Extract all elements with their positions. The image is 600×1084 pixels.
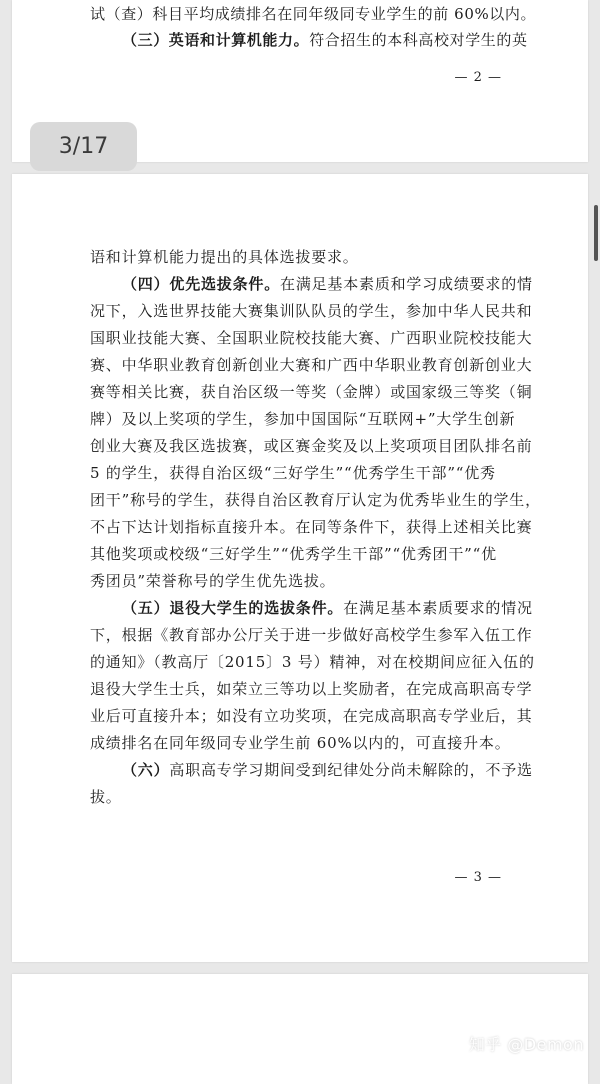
text-line: 下，根据《教育部办公厅关于进一步做好高校学生参军入伍工作 — [90, 626, 533, 644]
text-line: 牌）及以上奖项的学生，参加中国国际“互联网+”大学生创新 — [90, 410, 516, 428]
text-line: 退役大学生士兵，如荣立三等功以上奖励者，在完成高职高专学 — [90, 680, 533, 698]
paragraph-discipline — [90, 757, 533, 811]
text-line: 的通知》（教高厅〔2015〕3 号）精神，对在校期间应征入伍的 — [90, 653, 535, 671]
text-line: 其他奖项或校级“三好学生”“优秀学生干部”“优秀团干”“优 — [90, 545, 497, 563]
text-line: 秀团员”荣誉称号的学生优先选拔。 — [90, 572, 336, 590]
prev-page-line-1: 试（查）科目平均成绩排名在同年级同专业学生的前 60%以内。 — [90, 5, 537, 23]
paragraph-heading: （五）退役大学生的选拔条件。 — [122, 599, 344, 617]
page-number: — 3 — — [454, 870, 502, 885]
text-line: 拔。 — [90, 788, 122, 806]
prev-page-body: 符合招生的本科高校对学生的英 — [309, 31, 528, 49]
text-line: 团干”称号的学生，获得自治区教育厅认定为优秀毕业生的学生， — [90, 491, 541, 509]
text-line: 赛等相关比赛，获自治区级一等奖（金牌）或国家级三等奖（铜 — [90, 383, 533, 401]
current-page — [12, 174, 588, 962]
paragraph-priority-selection — [90, 271, 541, 595]
page-indicator: 3/17 — [30, 122, 137, 171]
text-line: 5 的学生，获得自治区级“三好学生”“优秀学生干部”“优秀 — [90, 464, 496, 482]
text-line: 创业大赛及我区选拔赛，或区赛金奖及以上奖项项目团队排名前 — [90, 437, 533, 455]
text-line: 不占下达计划指标直接升本。在同等条件下，获得上述相关比赛 — [90, 518, 533, 536]
prev-page-heading: （三）英语和计算机能力。 — [122, 31, 310, 49]
text-line: 况下，入选世界技能大赛集训队队员的学生，参加中华人民共和 — [90, 302, 533, 320]
watermark: 知乎 @Demon — [468, 1035, 584, 1054]
text-line: 语和计算机能力提出的具体选拔要求。 — [90, 248, 359, 266]
prev-page-line-2 — [122, 30, 528, 50]
paragraph-heading: （六） — [122, 761, 170, 779]
text-line: 成绩排名在同年级同专业学生前 60%以内的，可直接升本。 — [90, 734, 511, 752]
text-line: （五）退役大学生的选拔条件。在满足基本素质要求的情况 — [122, 599, 533, 617]
text-line: 赛、中华职业教育创新创业大赛和广西中华职业教育创新创业大 — [90, 356, 533, 374]
next-page — [12, 974, 588, 1084]
scrollbar-thumb[interactable] — [594, 205, 598, 261]
text-line: 国职业技能大赛、全国职业院校技能大赛、广西职业院校技能大 — [90, 329, 533, 347]
text-line: （四）优先选拔条件。在满足基本素质和学习成绩要求的情 — [122, 275, 533, 293]
paragraph-heading: （四）优先选拔条件。 — [122, 275, 281, 293]
text-line: （六）高职高专学习期间受到纪律处分尚未解除的，不予选 — [122, 761, 533, 779]
paragraph-continuation — [90, 244, 530, 271]
text-line: 业后可直接升本；如没有立功奖项，在完成高职高专学业后，其 — [90, 707, 533, 725]
page-number: — 2 — — [454, 70, 502, 85]
paragraph-veteran-selection — [90, 595, 535, 757]
